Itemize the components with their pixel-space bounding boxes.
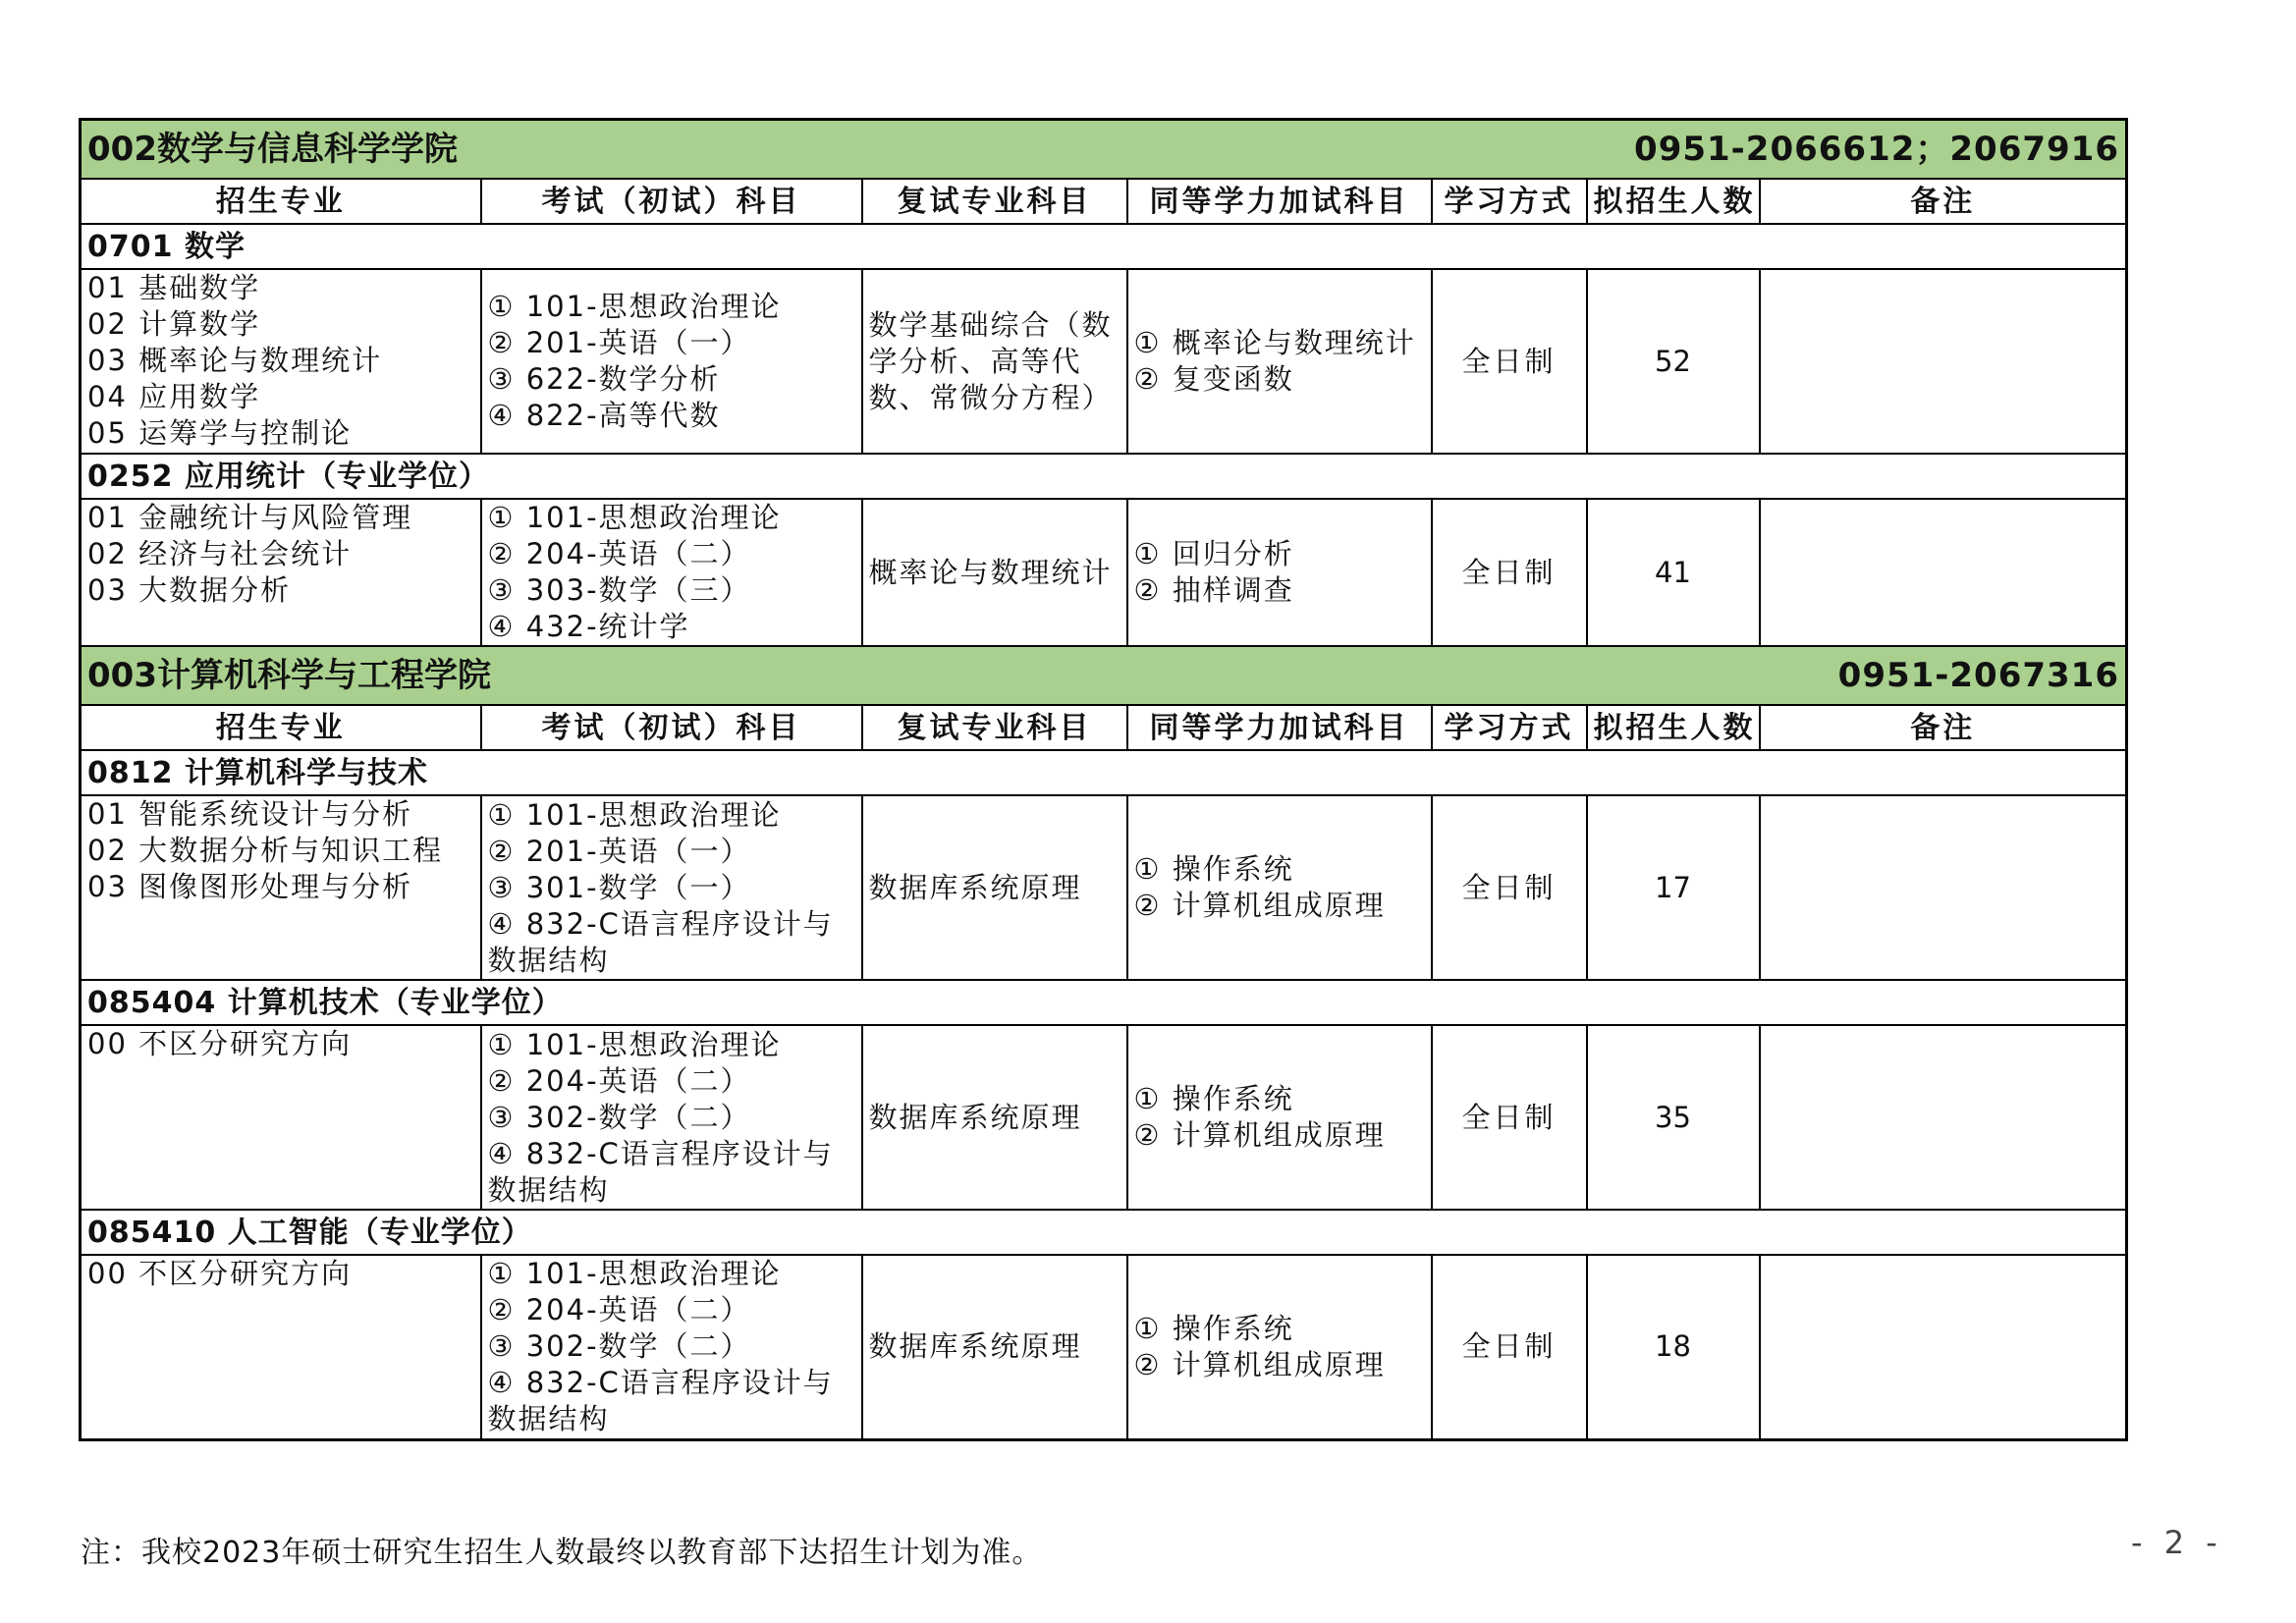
extra-subject-item: ① 回归分析 xyxy=(1133,537,1294,570)
equivalent-extra-subjects xyxy=(1127,499,1432,646)
school-header-cell xyxy=(81,646,2127,705)
major-title: 085404 计算机技术（专业学位） xyxy=(81,980,2127,1025)
exam-subjects xyxy=(481,795,862,980)
equivalent-extra-subjects xyxy=(1127,269,1432,454)
direction-item: 01 金融统计与风险管理 xyxy=(87,501,413,534)
study-mode: 全日制 xyxy=(1432,1025,1587,1210)
major-title: 085410 人工智能（专业学位） xyxy=(81,1210,2127,1255)
extra-subject-item: ② 计算机组成原理 xyxy=(1133,889,1386,922)
major-title-row xyxy=(81,980,2127,1025)
column-header: 招生专业 xyxy=(81,705,481,750)
column-header: 学习方式 xyxy=(1432,705,1587,750)
school-phone: 0951-2066612；2067916 xyxy=(1634,129,2119,169)
major-detail-row xyxy=(81,269,2127,454)
remarks xyxy=(1760,269,2127,454)
school-name: 002数学与信息科学学院 xyxy=(87,129,458,169)
equivalent-extra-subjects xyxy=(1127,795,1432,980)
exam-subject-item: ③ 303-数学（三） xyxy=(487,573,751,607)
school-header-cell xyxy=(81,120,2127,180)
footnote: 注：我校2023年硕士研究生招生人数最终以教育部下达招生计划为准。 xyxy=(81,1536,1043,1570)
remarks xyxy=(1760,1025,2127,1210)
exam-subject-item: ④ 832-C语言程序设计与数据结构 xyxy=(487,1136,834,1207)
direction-item: 04 应用数学 xyxy=(87,380,261,413)
major-title: 0812 计算机科学与技术 xyxy=(81,750,2127,795)
extra-subject-item: ② 计算机组成原理 xyxy=(1133,1347,1386,1381)
retest-subject: 数据库系统原理 xyxy=(862,1025,1127,1210)
planned-enrollment: 18 xyxy=(1587,1255,1760,1439)
equivalent-extra-subjects xyxy=(1127,1025,1432,1210)
column-header: 备注 xyxy=(1760,705,2127,750)
exam-subjects xyxy=(481,269,862,454)
remarks xyxy=(1760,795,2127,980)
column-header: 复试专业科目 xyxy=(862,705,1127,750)
page-number: - 2 - xyxy=(2131,1524,2223,1561)
remarks xyxy=(1760,1255,2127,1439)
extra-subject-item: ① 操作系统 xyxy=(1133,852,1294,886)
study-mode: 全日制 xyxy=(1432,499,1587,646)
exam-subject-item: ① 101-思想政治理论 xyxy=(487,501,782,534)
admissions-plan-table xyxy=(79,118,2128,1441)
exam-subject-item: ④ 822-高等代数 xyxy=(487,399,721,432)
extra-subject-item: ② 复变函数 xyxy=(1133,362,1294,396)
study-mode: 全日制 xyxy=(1432,795,1587,980)
exam-subject-item: ③ 301-数学（一） xyxy=(487,870,751,904)
major-title-row xyxy=(81,1210,2127,1255)
exam-subject-item: ② 201-英语（一） xyxy=(487,326,751,359)
remarks xyxy=(1760,499,2127,646)
school-header-row xyxy=(81,120,2127,180)
exam-subject-item: ③ 302-数学（二） xyxy=(487,1329,751,1364)
exam-subjects xyxy=(481,499,862,646)
column-header-row xyxy=(81,179,2127,224)
research-directions xyxy=(81,1025,481,1210)
major-detail-row xyxy=(81,1025,2127,1210)
exam-subject-item: ④ 832-C语言程序设计与数据结构 xyxy=(487,1366,834,1436)
study-mode: 全日制 xyxy=(1432,1255,1587,1439)
extra-subject-item: ① 操作系统 xyxy=(1133,1311,1294,1345)
column-header: 同等学力加试科目 xyxy=(1127,705,1432,750)
table-body xyxy=(81,120,2127,1440)
exam-subject-item: ① 101-思想政治理论 xyxy=(487,290,782,323)
research-directions xyxy=(81,269,481,454)
direction-item: 00 不区分研究方向 xyxy=(87,1027,353,1060)
equivalent-extra-subjects xyxy=(1127,1255,1432,1439)
planned-enrollment: 17 xyxy=(1587,795,1760,980)
planned-enrollment: 41 xyxy=(1587,499,1760,646)
direction-item: 03 概率论与数理统计 xyxy=(87,344,383,377)
major-title-row xyxy=(81,224,2127,269)
column-header-row xyxy=(81,705,2127,750)
retest-subject: 数据库系统原理 xyxy=(862,1255,1127,1439)
extra-subject-item: ② 抽样调查 xyxy=(1133,573,1294,607)
exam-subject-item: ① 101-思想政治理论 xyxy=(487,797,782,832)
direction-item: 02 大数据分析与知识工程 xyxy=(87,834,444,867)
column-header: 考试（初试）科目 xyxy=(481,705,862,750)
column-header: 复试专业科目 xyxy=(862,179,1127,224)
exam-subject-item: ① 101-思想政治理论 xyxy=(487,1027,782,1061)
exam-subject-item: ③ 622-数学分析 xyxy=(487,362,721,396)
extra-subject-item: ② 计算机组成原理 xyxy=(1133,1118,1386,1152)
major-detail-row xyxy=(81,499,2127,646)
exam-subject-item: ② 204-英语（二） xyxy=(487,1293,751,1327)
exam-subject-item: ② 204-英语（二） xyxy=(487,1063,751,1098)
major-detail-row xyxy=(81,1255,2127,1439)
direction-item: 03 图像图形处理与分析 xyxy=(87,870,413,903)
exam-subject-item: ④ 832-C语言程序设计与数据结构 xyxy=(487,906,834,977)
extra-subject-item: ① 概率论与数理统计 xyxy=(1133,326,1416,359)
major-title: 0252 应用统计（专业学位） xyxy=(81,454,2127,499)
admissions-document xyxy=(79,118,2125,1441)
column-header: 招生专业 xyxy=(81,179,481,224)
direction-item: 01 智能系统设计与分析 xyxy=(87,797,413,831)
exam-subjects xyxy=(481,1255,862,1439)
exam-subject-item: ④ 432-统计学 xyxy=(487,610,690,643)
study-mode: 全日制 xyxy=(1432,269,1587,454)
exam-subjects xyxy=(481,1025,862,1210)
planned-enrollment: 52 xyxy=(1587,269,1760,454)
research-directions xyxy=(81,1255,481,1439)
research-directions xyxy=(81,795,481,980)
column-header: 考试（初试）科目 xyxy=(481,179,862,224)
retest-subject: 概率论与数理统计 xyxy=(862,499,1127,646)
major-detail-row xyxy=(81,795,2127,980)
direction-item: 03 大数据分析 xyxy=(87,573,292,607)
direction-item: 00 不区分研究方向 xyxy=(87,1257,353,1290)
exam-subject-item: ③ 302-数学（二） xyxy=(487,1100,751,1134)
column-header: 学习方式 xyxy=(1432,179,1587,224)
school-name: 003计算机科学与工程学院 xyxy=(87,655,491,695)
retest-subject: 数据库系统原理 xyxy=(862,795,1127,980)
planned-enrollment: 35 xyxy=(1587,1025,1760,1210)
direction-item: 05 运筹学与控制论 xyxy=(87,416,353,450)
major-title-row xyxy=(81,750,2127,795)
exam-subject-item: ① 101-思想政治理论 xyxy=(487,1257,782,1291)
column-header: 拟招生人数 xyxy=(1587,179,1760,224)
direction-item: 01 基础数学 xyxy=(87,271,261,304)
exam-subject-item: ② 204-英语（二） xyxy=(487,537,751,570)
retest-subject: 数学基础综合（数学分析、高等代数、常微分方程） xyxy=(862,269,1127,454)
direction-item: 02 计算数学 xyxy=(87,307,261,341)
column-header: 备注 xyxy=(1760,179,2127,224)
research-directions xyxy=(81,499,481,646)
column-header: 拟招生人数 xyxy=(1587,705,1760,750)
exam-subject-item: ② 201-英语（一） xyxy=(487,834,751,868)
direction-item: 02 经济与社会统计 xyxy=(87,537,353,570)
major-title: 0701 数学 xyxy=(81,224,2127,269)
major-title-row xyxy=(81,454,2127,499)
school-header-row xyxy=(81,646,2127,705)
extra-subject-item: ① 操作系统 xyxy=(1133,1082,1294,1115)
column-header: 同等学力加试科目 xyxy=(1127,179,1432,224)
school-phone: 0951-2067316 xyxy=(1837,655,2119,695)
